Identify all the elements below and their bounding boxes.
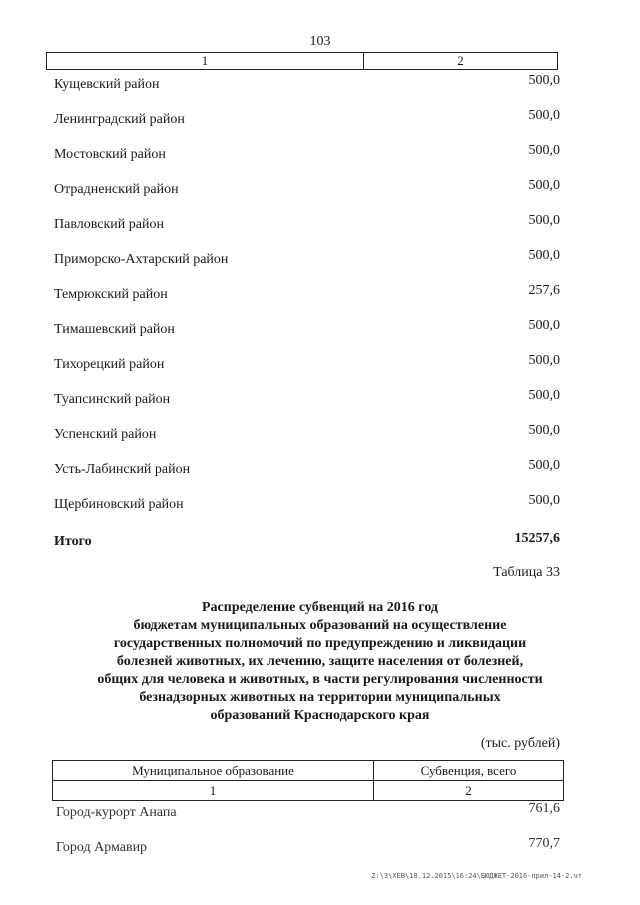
total-row bbox=[54, 531, 560, 553]
page-number: 103 bbox=[309, 34, 331, 49]
district-name: Отрадненский район bbox=[54, 182, 179, 197]
table-row bbox=[54, 354, 560, 376]
subvention-value: 500,0 bbox=[528, 73, 560, 88]
table-row bbox=[54, 494, 560, 516]
subvention-value: 500,0 bbox=[528, 318, 560, 333]
title-line: государственных полномочий по предупреждению и ликвидации bbox=[113, 636, 527, 651]
column-number-2: 2 bbox=[465, 783, 472, 798]
header-subvention-total: Субвенция, всего bbox=[420, 763, 517, 778]
table-row bbox=[54, 214, 560, 236]
title-line: образований Краснодарского края bbox=[210, 708, 430, 723]
district-name: Туапсинский район bbox=[54, 392, 171, 407]
table-row bbox=[54, 424, 560, 446]
title-line: общих для человека и животных, в части регулирования численности bbox=[97, 672, 543, 687]
table-row bbox=[54, 144, 560, 166]
subvention-value: 257,6 bbox=[528, 283, 560, 298]
district-name: Успенский район bbox=[54, 427, 157, 442]
district-name: Приморско-Ахтарский район bbox=[54, 252, 229, 267]
subvention-value: 500,0 bbox=[528, 423, 560, 438]
title-line: бюджетам муниципальных образований на осуществление bbox=[133, 618, 507, 633]
table-row bbox=[54, 389, 560, 411]
table-row bbox=[56, 837, 560, 859]
district-name: Павловский район bbox=[54, 217, 164, 232]
column-number-header bbox=[46, 52, 558, 70]
title-line: болезней животных, их лечению, защите населения от болезней, bbox=[116, 654, 524, 669]
column-number-1: 1 bbox=[53, 781, 374, 800]
title-line: безнадзорных животных на территории муниципальных bbox=[139, 690, 501, 705]
table-row bbox=[54, 459, 560, 481]
subvention-value: 500,0 bbox=[528, 248, 560, 263]
district-name: Ленинградский район bbox=[54, 112, 185, 127]
column-number-1: 1 bbox=[47, 53, 364, 69]
table-row bbox=[56, 802, 560, 824]
header-municipality: Муниципальное образование bbox=[53, 761, 374, 780]
table-row bbox=[54, 179, 560, 201]
header-row bbox=[53, 761, 563, 781]
file-path-footer: Z:\3\XEB\18.12.2015\16:24\БЮДЖЕТ-2016-прил-14-2.чт bbox=[371, 872, 582, 880]
district-name: Тихорецкий район bbox=[54, 357, 165, 372]
title-line: Распределение субвенций на 2016 год bbox=[202, 600, 438, 615]
municipality-name: Город Армавир bbox=[56, 840, 148, 855]
district-name: Усть-Лабинский район bbox=[54, 462, 191, 477]
subvention-value: 500,0 bbox=[528, 178, 560, 193]
table-number-label: Таблица 33 bbox=[493, 565, 560, 580]
subvention-value: 761,6 bbox=[528, 801, 560, 816]
district-name: Тимашевский район bbox=[54, 322, 175, 337]
subvention-value: 500,0 bbox=[528, 353, 560, 368]
subvention-table-header bbox=[52, 760, 564, 801]
column-number-row bbox=[53, 781, 563, 800]
table-row bbox=[54, 284, 560, 306]
municipality-name: Город-курорт Анапа bbox=[56, 805, 177, 820]
total-label: Итого bbox=[54, 534, 92, 549]
subvention-value: 500,0 bbox=[528, 388, 560, 403]
subvention-value: 500,0 bbox=[528, 108, 560, 123]
subvention-value: 500,0 bbox=[528, 143, 560, 158]
table-row bbox=[54, 74, 560, 96]
district-name: Щербиновский район bbox=[54, 497, 184, 512]
district-name: Кущевский район bbox=[54, 77, 160, 92]
subvention-value: 500,0 bbox=[528, 213, 560, 228]
table-row bbox=[54, 109, 560, 131]
subvention-value: 500,0 bbox=[528, 493, 560, 508]
subvention-value: 770,7 bbox=[528, 836, 560, 851]
units-label: (тыс. рублей) bbox=[480, 736, 560, 751]
district-name: Темрюкский район bbox=[54, 287, 168, 302]
district-name: Мостовский район bbox=[54, 147, 166, 162]
table-row bbox=[54, 249, 560, 271]
subvention-value: 500,0 bbox=[528, 458, 560, 473]
document-title bbox=[40, 599, 600, 725]
table-row bbox=[54, 319, 560, 341]
column-number-2: 2 bbox=[457, 53, 464, 68]
total-value: 15257,6 bbox=[514, 531, 560, 546]
